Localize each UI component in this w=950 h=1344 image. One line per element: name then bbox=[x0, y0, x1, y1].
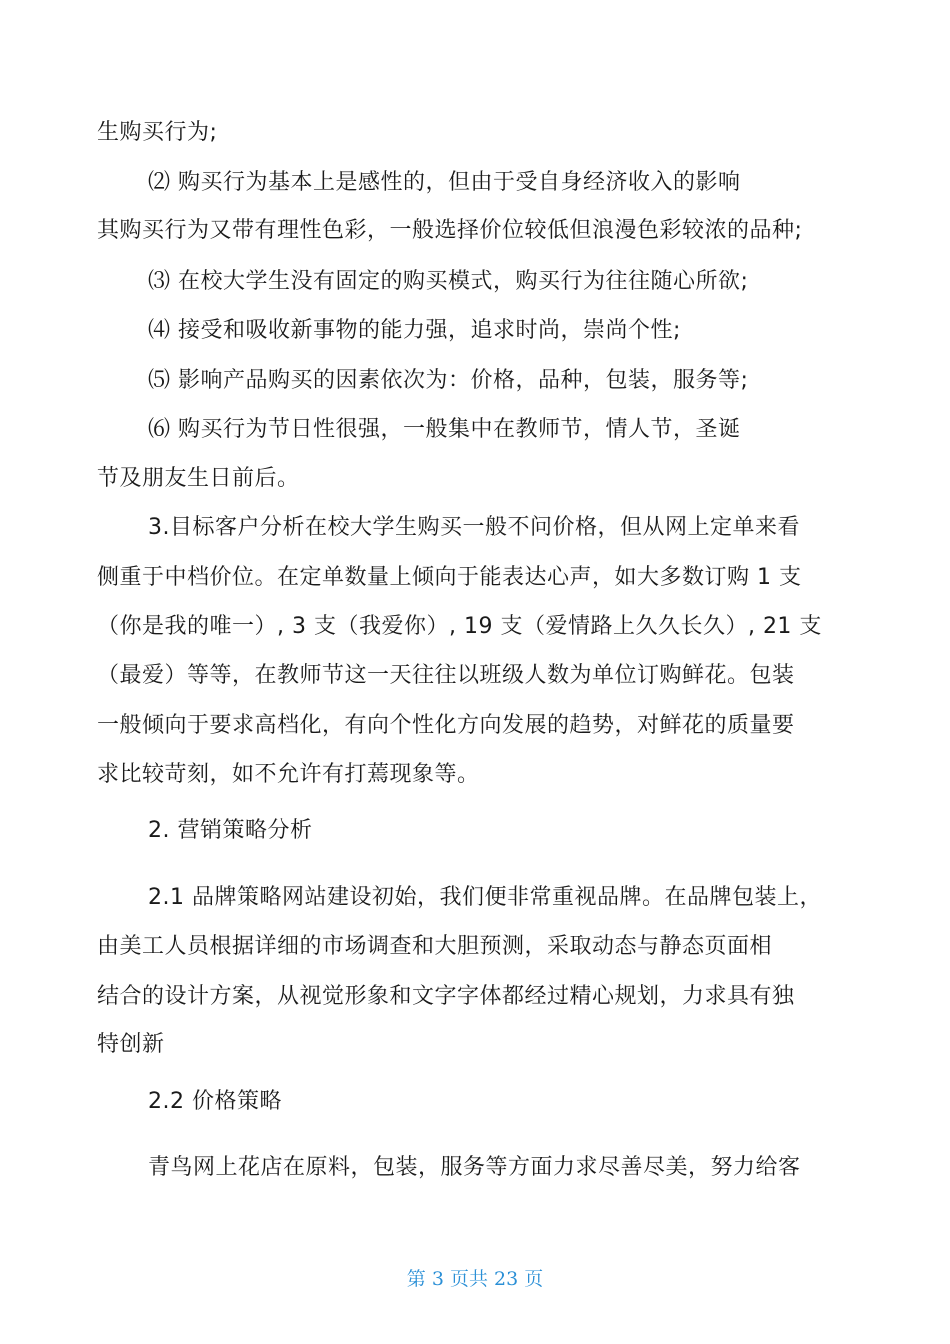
paragraph-line: ⑵ 购买行为基本上是感性的，但由于受自身经济收入的影响 bbox=[148, 170, 741, 195]
paragraph-line: 其购买行为又带有理性色彩，一般选择价位较低但浪漫色彩较浓的品种; bbox=[97, 218, 803, 243]
paragraph-line: ⑷ 接受和吸收新事物的能力强，追求时尚，崇尚个性; bbox=[148, 318, 681, 343]
paragraph-line: ⑶ 在校大学生没有固定的购买模式，购买行为往往随心所欲; bbox=[148, 269, 749, 294]
paragraph-line: 求比较苛刻，如不允许有打蔫现象等。 bbox=[97, 762, 480, 787]
subsection-heading: 2.2 价格策略 bbox=[148, 1089, 282, 1114]
paragraph-line: 生购买行为; bbox=[97, 120, 218, 145]
section-heading: 2. 营销策略分析 bbox=[148, 818, 313, 843]
paragraph-line: 青鸟网上花店在原料，包装，服务等方面力求尽善尽美，努力给客 bbox=[148, 1155, 801, 1180]
paragraph-line: （最爱）等等，在教师节这一天往往以班级人数为单位订购鲜花。包装 bbox=[97, 663, 795, 688]
paragraph-line: 侧重于中档价位。在定单数量上倾向于能表达心声，如大多数订购 1 支 bbox=[97, 565, 802, 590]
paragraph-line: 一般倾向于要求高档化，有向个性化方向发展的趋势，对鲜花的质量要 bbox=[97, 713, 795, 738]
paragraph-line: ⑸ 影响产品购买的因素依次为：价格，品种，包装，服务等; bbox=[148, 368, 749, 393]
paragraph-line: 3.目标客户分析在校大学生购买一般不问价格，但从网上定单来看 bbox=[148, 515, 800, 540]
paragraph-line: 结合的设计方案，从视觉形象和文字字体都经过精心规划，力求具有独 bbox=[97, 984, 795, 1009]
page-number-footer: 第 3 页共 23 页 bbox=[406, 1268, 544, 1290]
paragraph-line: 由美工人员根据详细的市场调查和大胆预测，采取动态与静态页面相 bbox=[97, 934, 773, 959]
paragraph-line: 节及朋友生日前后。 bbox=[97, 466, 300, 491]
paragraph-line: ⑹ 购买行为节日性很强，一般集中在教师节，情人节，圣诞 bbox=[148, 417, 741, 442]
paragraph-line: （你是我的唯一）, 3 支（我爱你）, 19 支（爱情路上久久长久）, 21 支 bbox=[97, 614, 822, 639]
paragraph-line: 特创新 bbox=[97, 1032, 165, 1057]
paragraph-line: 2.1 品牌策略网站建设初始，我们便非常重视品牌。在品牌包装上， bbox=[148, 885, 822, 910]
